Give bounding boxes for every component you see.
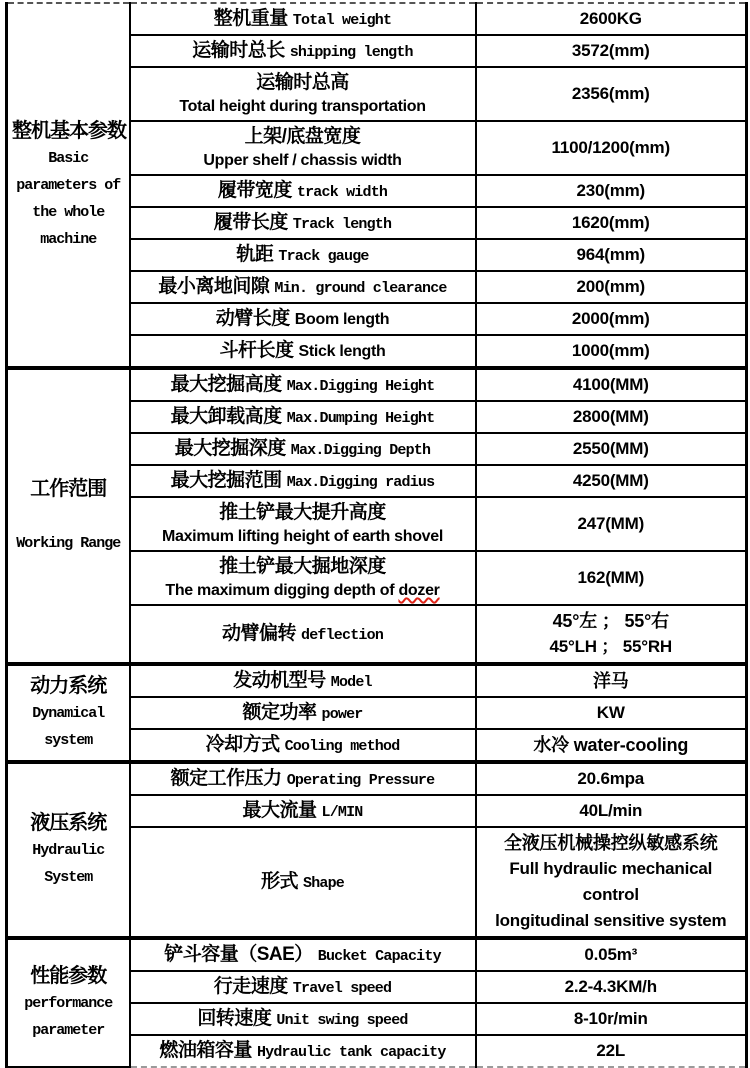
value-text: 1000(mm): [571, 341, 650, 360]
param-label-zh: 履带宽度: [217, 180, 292, 201]
value-cell: [476, 971, 747, 1003]
param-cell: [130, 465, 476, 497]
value-text: 20.6mpa: [577, 769, 645, 788]
param-cell: [130, 303, 476, 335]
param-label-zh: 额定功率: [242, 702, 317, 723]
param-label-zh: 燃油箱容量: [159, 1040, 252, 1061]
param-cell: [130, 433, 476, 465]
category-label-zh: 性能参数: [30, 965, 107, 987]
param-label-en: Max.Digging Depth: [290, 442, 431, 459]
value-cell: [476, 1003, 747, 1035]
value-cell: [476, 497, 747, 551]
table-row: [7, 938, 747, 971]
category-cell: [7, 762, 130, 938]
category-label-zh: 工作范围: [30, 478, 107, 500]
table-row: [7, 368, 747, 401]
param-label-en: [135, 96, 471, 118]
param-label-en: Model: [330, 674, 372, 691]
param-label-en-text: Total height during transportation: [179, 98, 426, 115]
value-text: 964(mm): [576, 245, 646, 264]
category-label-en: Dynamical: [32, 705, 105, 722]
value-cell: [476, 697, 747, 729]
param-label-zh: 斗杆长度: [219, 340, 294, 361]
category-label-en: system: [44, 732, 93, 749]
param-label-zh: 最大卸载高度: [170, 406, 282, 427]
value-cell: [476, 3, 747, 35]
value-cell: [476, 335, 747, 368]
param-cell: [130, 795, 476, 827]
value-cell: [476, 795, 747, 827]
value-text: 洋马: [592, 671, 629, 691]
param-label-en: Cooling method: [284, 738, 400, 755]
param-label-en: track width: [296, 184, 388, 201]
value-cell: [476, 239, 747, 271]
param-cell: [130, 938, 476, 971]
param-label-zh: 回转速度: [197, 1008, 272, 1029]
value-text: 45°LH ； 55°RH: [549, 637, 672, 656]
param-label-en-text: The maximum digging depth of: [165, 582, 399, 599]
param-label-en: Max.Dumping Height: [286, 410, 435, 427]
value-cell: [476, 207, 747, 239]
category-label-zh: 整机基本参数: [12, 120, 126, 142]
param-label-zh: 运输时总长: [192, 40, 285, 61]
param-label-en: power: [321, 706, 363, 723]
param-label-zh: 推土铲最大掘地深度: [219, 556, 386, 577]
param-cell: [130, 3, 476, 35]
param-label-en: Boom length: [294, 311, 390, 328]
param-cell: [130, 664, 476, 697]
category-label-en: Basic: [48, 150, 89, 167]
param-cell: [130, 271, 476, 303]
param-label-en: Max.Digging radius: [286, 474, 435, 491]
value-text: Full hydraulic mechanical control: [509, 859, 713, 904]
param-cell: [130, 697, 476, 729]
value-text: 162(MM): [577, 568, 645, 587]
param-label-zh: 最大流量: [242, 800, 317, 821]
category-label-en: the whole: [32, 204, 105, 221]
param-label-en-misspelled: dozer: [398, 582, 440, 599]
table-row: [7, 664, 747, 697]
category-cell: [7, 664, 130, 762]
param-label-en-text: Maximum lifting height of earth shovel: [161, 528, 444, 545]
value-text: 2550(MM): [572, 439, 649, 458]
category-label-zh: 动力系统: [30, 675, 107, 697]
param-label-zh: 上架/底盘宽度: [244, 126, 361, 147]
category-label-en: machine: [40, 231, 97, 248]
category-cell: [7, 368, 130, 664]
value-cell: [476, 433, 747, 465]
param-label-zh: 轨距: [236, 244, 274, 265]
param-label-en: Min. ground clearance: [274, 280, 447, 297]
value-cell: [476, 271, 747, 303]
value-text: 2000(mm): [571, 309, 650, 328]
param-label-en: Stick length: [298, 343, 386, 360]
param-cell: [130, 67, 476, 121]
value-cell: [476, 465, 747, 497]
table-row: [7, 3, 747, 35]
value-cell: [476, 551, 747, 605]
value-text: 1620(mm): [571, 213, 650, 232]
param-label-zh: 整机重量: [213, 8, 288, 29]
value-text: 2356(mm): [571, 84, 650, 103]
param-label-en: Max.Digging Height: [286, 378, 435, 395]
param-label-en-text: Upper shelf / chassis width: [203, 152, 402, 169]
param-cell: [130, 729, 476, 762]
param-cell: [130, 207, 476, 239]
param-label-zh: 最小离地间隙: [158, 276, 270, 297]
value-cell: [476, 121, 747, 175]
value-text: 8-10r/min: [573, 1009, 648, 1028]
param-cell: [130, 175, 476, 207]
param-cell: [130, 335, 476, 368]
param-label-zh: 履带长度: [213, 212, 288, 233]
category-label-en: performance: [24, 995, 113, 1012]
value-cell: [476, 664, 747, 697]
param-label-zh: 发动机型号: [233, 670, 326, 691]
value-text: 2.2-4.3KM/h: [564, 977, 657, 996]
param-label-en: Track length: [292, 216, 392, 233]
value-cell: [476, 729, 747, 762]
value-cell: [476, 35, 747, 67]
param-label-en: Hydraulic tank capacity: [256, 1044, 446, 1061]
value-cell: [476, 303, 747, 335]
value-cell: [476, 67, 747, 121]
param-cell: [130, 401, 476, 433]
param-label-zh: 动臂偏转: [221, 623, 296, 644]
spec-table-body: [7, 3, 747, 1067]
param-label-zh: 冷却方式: [205, 734, 280, 755]
param-label-en: Track gauge: [278, 248, 369, 265]
category-cell: [7, 3, 130, 368]
param-label-zh: 推土铲最大提升高度: [219, 502, 386, 523]
param-label-en: [135, 580, 471, 602]
category-label-en: Working Range: [16, 535, 121, 552]
table-row: [7, 762, 747, 795]
value-text: 0.05m³: [584, 945, 638, 964]
param-cell: [130, 497, 476, 551]
param-cell: [130, 1003, 476, 1035]
param-label-en: deflection: [301, 627, 384, 644]
param-label-en: Travel speed: [292, 980, 392, 997]
value-text: 1100/1200(mm): [551, 138, 670, 157]
param-cell: [130, 1035, 476, 1067]
value-text: 247(MM): [577, 514, 645, 533]
param-label-zh: 铲斗容量（SAE）: [164, 944, 313, 965]
value-text: 2600KG: [579, 9, 642, 28]
param-label-en: shipping length: [289, 44, 413, 61]
spec-table: [5, 2, 748, 1068]
value-text: KW: [596, 703, 625, 722]
param-cell: [130, 971, 476, 1003]
value-text: 4250(MM): [572, 471, 649, 490]
param-label-en: Total weight: [292, 12, 392, 29]
value-text: 200(mm): [576, 277, 646, 296]
param-cell: [130, 551, 476, 605]
value-text: 22L: [596, 1041, 626, 1060]
param-label-zh: 额定工作压力: [170, 768, 282, 789]
value-cell: [476, 1035, 747, 1067]
param-cell: [130, 605, 476, 664]
value-cell: [476, 827, 747, 938]
value-text: 3572(mm): [571, 41, 650, 60]
param-cell: [130, 239, 476, 271]
value-cell: [476, 175, 747, 207]
category-label-en: Hydraulic: [32, 842, 105, 859]
param-label-en: Bucket Capacity: [317, 948, 441, 965]
value-cell: [476, 368, 747, 401]
value-text: 40L/min: [579, 801, 643, 820]
param-label-zh: 最大挖掘范围: [170, 470, 282, 491]
param-label-zh: 形式: [260, 871, 298, 892]
param-label-en: L/MIN: [321, 804, 363, 821]
param-cell: [130, 35, 476, 67]
param-cell: [130, 762, 476, 795]
category-cell: [7, 938, 130, 1067]
category-label-en: System: [44, 869, 93, 886]
param-cell: [130, 827, 476, 938]
value-cell: [476, 762, 747, 795]
value-text: 水冷 water-cooling: [533, 735, 689, 755]
value-cell: [476, 401, 747, 433]
category-label-en: parameter: [32, 1022, 105, 1039]
param-label-en: Unit swing speed: [276, 1012, 408, 1029]
value-cell: [476, 938, 747, 971]
value-text: 45°左 ； 55°右: [552, 611, 669, 631]
value-text: 全液压机械操控纵敏感系统: [503, 833, 718, 853]
param-label-zh: 最大挖掘深度: [174, 438, 286, 459]
value-cell: [476, 605, 747, 664]
param-cell: [130, 368, 476, 401]
param-cell: [130, 121, 476, 175]
value-text: longitudinal sensitive system: [495, 911, 727, 930]
value-text: 2800(MM): [572, 407, 649, 426]
param-label-zh: 动臂长度: [215, 308, 290, 329]
param-label-en: Shape: [303, 875, 345, 892]
param-label-zh: 运输时总高: [256, 72, 349, 93]
value-text: 4100(MM): [572, 375, 649, 394]
param-label-en: Operating Pressure: [286, 772, 435, 789]
param-label-zh: 行走速度: [213, 976, 288, 997]
value-text: 230(mm): [576, 181, 646, 200]
param-label-en: [135, 526, 471, 548]
category-label-zh: 液压系统: [30, 812, 107, 834]
param-label-en: [135, 150, 471, 172]
category-label-en: parameters of: [16, 177, 121, 194]
param-label-zh: 最大挖掘高度: [170, 374, 282, 395]
